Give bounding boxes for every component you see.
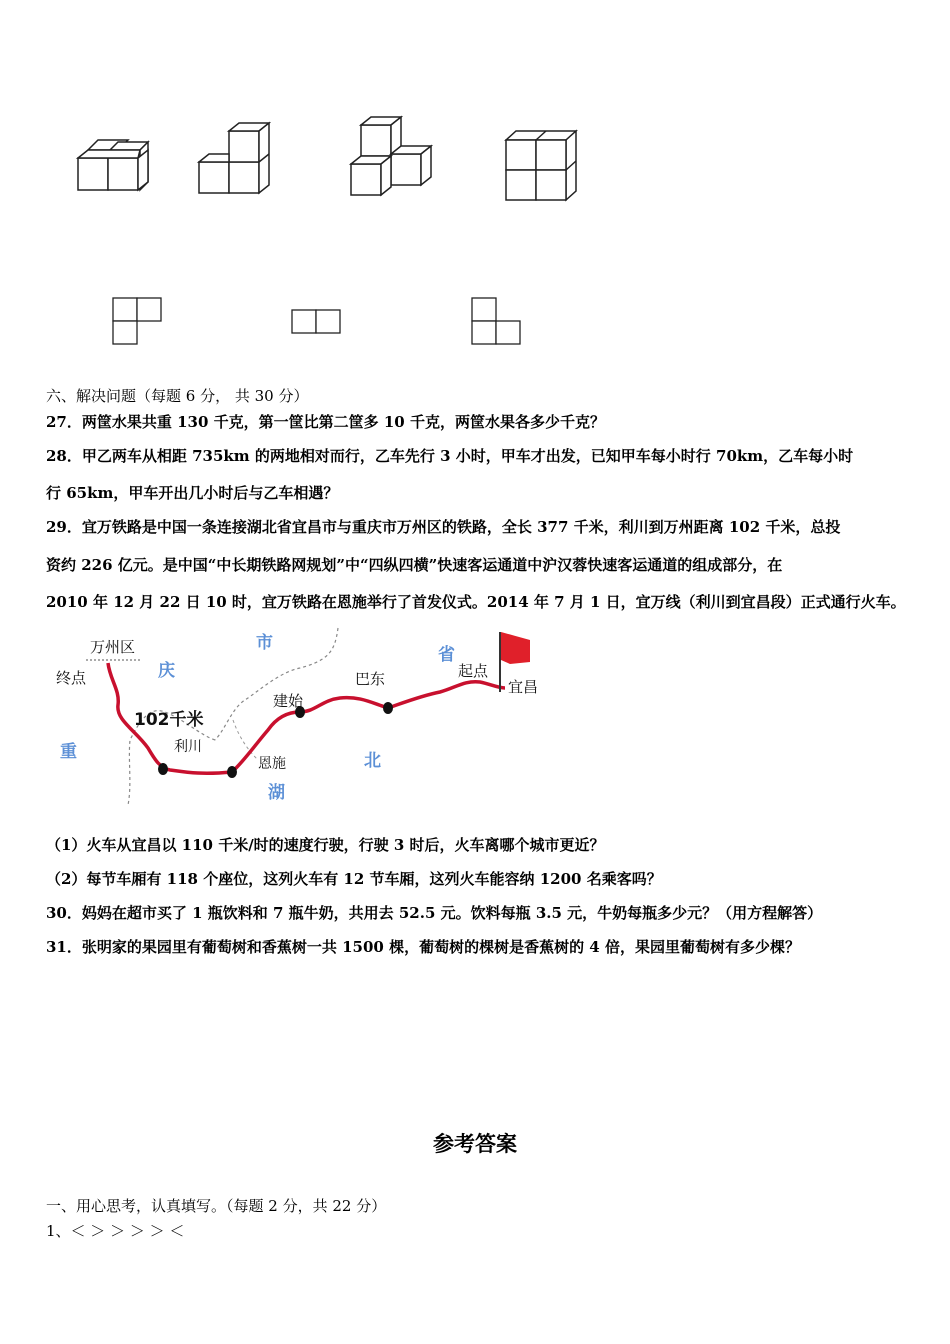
question-29-line2: 资约 226 亿元。是中国“中长期铁路网规划”中“四纵四横”快速客运通道中沪汉蓉快速客运通道的组成部分，在 bbox=[46, 556, 783, 574]
flag-icon bbox=[501, 632, 530, 664]
label-lichuan: 利川 bbox=[174, 739, 202, 755]
cube-figure-1 bbox=[78, 140, 148, 190]
answers-section1: 一、用心思考，认真填写。（每题 2 分，共 22 分） bbox=[46, 1197, 387, 1215]
view-shape-2 bbox=[292, 310, 340, 333]
label-hu: 湖 bbox=[268, 783, 285, 803]
question-31: 31．张明家的果园里有葡萄树和香蕉树一共 1500 棵，葡萄树的棵树是香蕉树的 4 倍，果园里葡萄树有多少棵？ bbox=[46, 938, 800, 956]
answer-1: 1、＜ ＞ ＞ ＞ ＞ ＜ bbox=[46, 1222, 185, 1240]
view-shapes bbox=[0, 290, 950, 360]
question-30: 30．妈妈在超市买了 1 瓶饮料和 7 瓶牛奶，共用去 52.5 元。饮料每瓶 3.5 元，牛奶每瓶多少元？（用方程解答） bbox=[46, 904, 823, 922]
railway-map bbox=[50, 625, 550, 810]
station-lichuan bbox=[158, 763, 168, 775]
station-enshi bbox=[227, 766, 237, 778]
label-sheng: 省 bbox=[438, 645, 455, 665]
label-distance: 102千米 bbox=[134, 710, 204, 730]
question-29-sub2: （2）每节车厢有 118 个座位，这列火车有 12 节车厢，这列火车能容纳 1200 名乘客吗？ bbox=[46, 870, 662, 888]
label-badong: 巴东 bbox=[355, 670, 386, 688]
question-29-sub1: （1）火车从宜昌以 110 千米/时的速度行驶，行驶 3 时后，火车离哪个城市更近？ bbox=[46, 836, 605, 854]
label-wanzhou: 万州区 bbox=[90, 638, 136, 656]
answers-title: 参考答案 bbox=[433, 1132, 517, 1156]
section6-heading: 六、解决问题（每题 6 分， 共 30 分） bbox=[46, 387, 309, 405]
label-jianshi: 建始 bbox=[273, 692, 304, 710]
question-28-line2: 行 65km，甲车开出几小时后与乙车相遇？ bbox=[46, 484, 339, 502]
cube-figure-2 bbox=[199, 123, 269, 193]
cube-figure-3 bbox=[351, 117, 431, 195]
label-start: 起点 bbox=[458, 662, 489, 680]
label-qing: 庆 bbox=[158, 661, 175, 681]
station-badong bbox=[383, 702, 393, 714]
cube-figure-4 bbox=[506, 131, 576, 200]
question-27: 27．两筐水果共重 130 千克，第一筐比第二筐多 10 千克，两筐水果各多少千克？ bbox=[46, 413, 605, 431]
label-end: 终点 bbox=[56, 669, 87, 687]
question-29-line1: 29．宜万铁路是中国一条连接湖北省宜昌市与重庆市万州区的铁路，全长 377 千米，利川到万州距离 102 千米，总投 bbox=[46, 518, 841, 536]
question-28-line1: 28．甲乙两车从相距 735km 的两地相对而行，乙车先行 3 小时，甲车才出发，已知甲车每小时行 70km，乙车每小时 bbox=[46, 447, 854, 465]
view-shape-1 bbox=[113, 298, 161, 344]
label-chong: 重 bbox=[60, 742, 77, 762]
label-shi: 市 bbox=[256, 633, 273, 653]
view-shape-3 bbox=[472, 298, 520, 344]
label-bei: 北 bbox=[364, 751, 381, 771]
label-yichang: 宜昌 bbox=[508, 678, 539, 696]
label-enshi: 恩施 bbox=[258, 756, 286, 772]
question-29-line3: 2010 年 12 月 22 日 10 时，宜万铁路在恩施举行了首发仪式。2014 年 7 月 1 日，宜万线（利川到宜昌段）正式通行火车。 bbox=[46, 593, 906, 611]
